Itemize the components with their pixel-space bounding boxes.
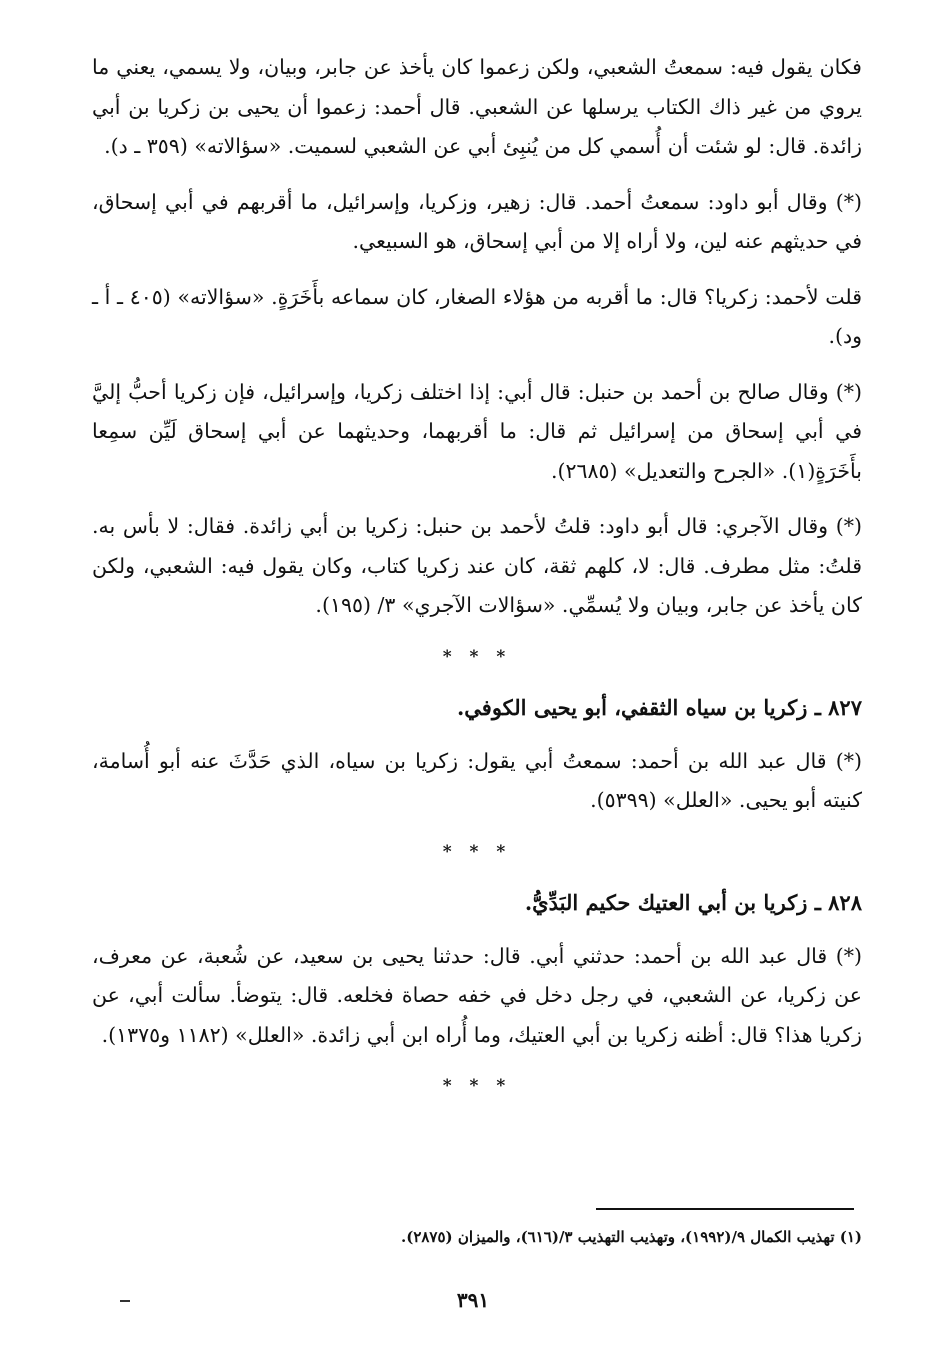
entry-text-828: (*) قال عبد الله بن أحمد: حدثني أبي. قال: حدثنا يحيى بن سعيد، عن شُعبة، عن معرف، عن زكريا، عن الشعبي، في رجل دخل في خفه حصاة فخلعه. قال: يتوضأ. سألت أبي، عن زكريا هذا؟ قال: أظنه زكريا بن أبي العتيك، وما أُراه ابن أبي زائدة. «العلل» (١١٨٢ و١٣٧٥). [92, 943, 862, 1047]
paragraph-5: (*) وقال الآجري: قال أبو داود: قلتُ لأحمد بن حنبل: زكريا بن أبي زائدة. فقال: لا بأس به. قلتُ: مثل مطرف. قال: لا، كلهم ثقة، كان عند زكريا كتاب، وكان يقول فيه: الشعبي، ولكن كان يأخذ عن جابر، وبيان ولا يُسمِّي. «سؤالات الآجري» ٣/ (١٩٥). [92, 514, 862, 617]
section-separator: * * * [442, 841, 512, 862]
section-separator: * * * [442, 646, 512, 667]
page-number: ٣٩١ [456, 1288, 490, 1312]
paragraph-3: قلت لأحمد: زكريا؟ قال: ما أقربه من هؤلاء الصغار، كان سماعه بأَخَرَةٍ. «سؤالاته» (٤٠٥ ـ أ ـ ود). [92, 284, 862, 348]
entry-heading-827: ٨٢٧ ـ زكريا بن سياه الثقفي، أبو يحيى الكوفي. [456, 694, 862, 720]
paragraph-4: (*) وقال صالح بن أحمد بن حنبل: قال أبي: إذا اختلف زكريا، وإسرائيل، فإن زكريا أحبُّ إليَّ في أبي إسحاق من إسرائيل ثم قال: ما أقربهما، وحديثهما عن أبي إسحاق لَيِّن سمِعا بأَخَرَةٍ(١). «الجرح والتعديل» (٢٦٨٥). [92, 379, 862, 483]
entry-heading-828: ٨٢٨ ـ زكريا بن أبي العتيك حكيم البَدِّيُّ. [524, 889, 862, 915]
paragraph-1: فكان يقول فيه: سمعتُ الشعبي، ولكن زعموا كان يأخذ عن جابر، وبيان، ولا يسمي، يعني ما يروي من غير ذاك الكتاب يرسلها عن الشعبي. قال أحمد: زعموا أن يحيى بن زكريا بن أبي زائدة. قال: لو شئت أن أُسمي كل من يُنبِئ أبي عن الشعبي لسميت. «سؤالاته» (٣٥٩ ـ د). [92, 55, 862, 158]
footnote-divider [596, 1208, 854, 1210]
main-text [92, 48, 862, 1117]
footnote: (١) تهذيب الكمال ٩/(١٩٩٢)، وتهذيب التهذيب ٣/(٦١٦)، والميزان (٢٨٧٥). [400, 1228, 862, 1246]
entry-text-827: (*) قال عبد الله بن أحمد: سمعتُ أبي يقول: زكريا بن سياه، الذي حَدَّثَ عنه أبو أُسامة، كنيته أبو يحيى. «العلل» (٥٣٩٩). [92, 748, 862, 812]
paragraph-2: (*) وقال أبو داود: سمعتُ أحمد. قال: زهير، وزكريا، وإسرائيل، ما أقربهم في أبي إسحاق، في حديثهم عنه لين، ولا أراه إلا من أبي إسحاق، هو السبيعي. [92, 189, 862, 253]
margin-mark [120, 1300, 130, 1302]
section-separator: * * * [442, 1076, 512, 1096]
